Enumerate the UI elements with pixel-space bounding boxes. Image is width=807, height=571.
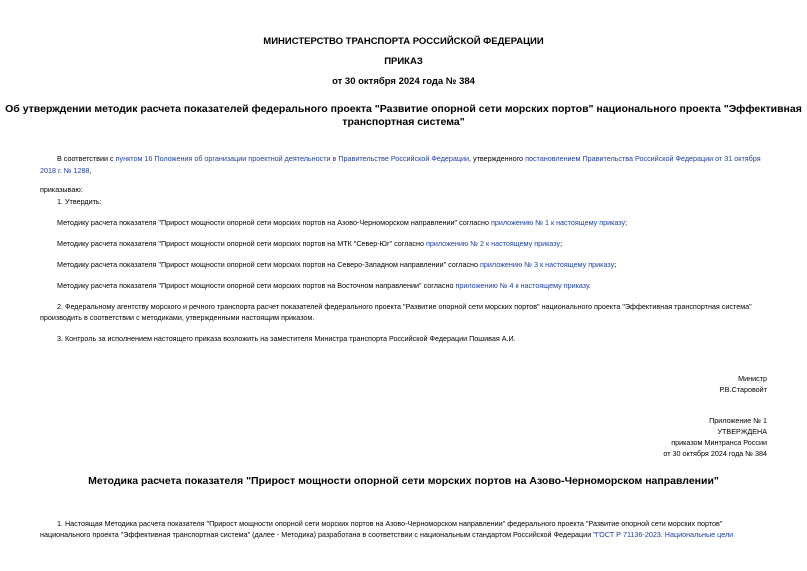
- signature-position: Министр: [738, 374, 767, 383]
- method-item-1: Методику расчета показателя "Прирост мощности опорной сети морских портов на Азово-Черноморском направлении" согласно приложению № 1 к настоящему приказу;: [57, 218, 628, 227]
- link-appendix-1[interactable]: приложению № 1 к настоящему приказу: [490, 218, 626, 227]
- link-government-decree[interactable]: постановлением Правительства Российской Федерации от 31 октября: [525, 154, 761, 163]
- appendix-para1-line2: национального проекта "Эффективная транспортная система" (далее - Методика) разработана в соответствии с национальным стандартом Российской Федерации "ГОСТ Р 71136-2023. Национальные цели: [40, 530, 734, 539]
- doc-date-number: от 30 октября 2024 года № 384: [332, 76, 475, 87]
- method-item-2: Методику расчета показателя "Прирост мощности опорной сети морских портов на МТК "Север-Юг" согласно приложению № 2 к настоящему приказу;: [57, 239, 563, 248]
- item2-line1: 2. Федеральному агентству морского и речного транспорта расчет показателей федерального проекта "Развитие опорной сети морских портов" национального проекта "Эффективная транспортная система": [57, 302, 752, 311]
- link-gost[interactable]: ГОСТ Р 71136-2023. Национальные цели: [595, 530, 734, 539]
- method-item-4: Методику расчета показателя "Прирост мощности опорной сети морских портов на Восточном направлении" согласно приложению № 4 к настоящему приказу.: [57, 281, 591, 290]
- doc-title-line1: Об утверждении методик расчета показателей федерального проекта "Развитие опорной сети морских портов" национального проекта "Эффективная: [5, 103, 802, 115]
- link-appendix-2[interactable]: приложению № 2 к настоящему приказу: [426, 239, 561, 248]
- order-word: приказываю:: [40, 185, 83, 194]
- ministry-heading: МИНИСТЕРСТВО ТРАНСПОРТА РОССИЙСКОЙ ФЕДЕРАЦИИ: [263, 36, 544, 47]
- appendix-date: от 30 октября 2024 года № 384: [663, 449, 767, 458]
- doc-type-heading: ПРИКАЗ: [384, 56, 423, 67]
- preamble-line1: В соответствии с пунктом 16 Положения об организации проектной деятельности в Правительстве Российской Федерации, утвержденного постановлением Правительства Российской Федерации от 31 октября: [57, 154, 761, 163]
- item3-control: 3. Контроль за исполнением настоящего приказа возложить на заместителя Министра транспорта Российской Федерации Пошивая А.И.: [57, 334, 516, 343]
- appendix-para1-line1: 1. Настоящая Методика расчета показателя "Прирост мощности опорной сети морских портов на Азово-Черноморском направлении" федерального проекта "Развитие опорной сети морских портов": [57, 519, 723, 528]
- preamble-line2: 2018 г. № 1288,: [40, 166, 92, 175]
- method-item-3: Методику расчета показателя "Прирост мощности опорной сети морских портов на Северо-Западном направлении" согласно приложению № 3 к настоящему приказу;: [57, 260, 617, 269]
- item2-line2: производить в соответствии с методиками, утвержденными настоящим приказом.: [40, 313, 315, 322]
- signature-name: Р.В.Старовойт: [719, 385, 767, 394]
- item1-approve: 1. Утвердить:: [57, 197, 102, 206]
- appendix-approved: УТВЕРЖДЕНА: [717, 427, 767, 436]
- link-government-decree-cont[interactable]: 2018 г. № 1288: [40, 166, 90, 175]
- doc-title-line2: транспортная система": [342, 116, 465, 128]
- link-project-regulation[interactable]: пунктом 16 Положения об организации проектной деятельности в Правительстве Российской Федерации: [115, 154, 470, 163]
- link-appendix-4[interactable]: приложению № 4 к настоящему приказу: [455, 281, 589, 290]
- appendix-number: Приложение № 1: [709, 416, 767, 425]
- appendix-title: Методика расчета показателя "Прирост мощности опорной сети морских портов на Азово-Черноморском направлении": [88, 475, 719, 487]
- appendix-approved-by: приказом Минтранса России: [671, 438, 767, 447]
- link-appendix-3[interactable]: приложению № 3 к настоящему приказу: [480, 260, 615, 269]
